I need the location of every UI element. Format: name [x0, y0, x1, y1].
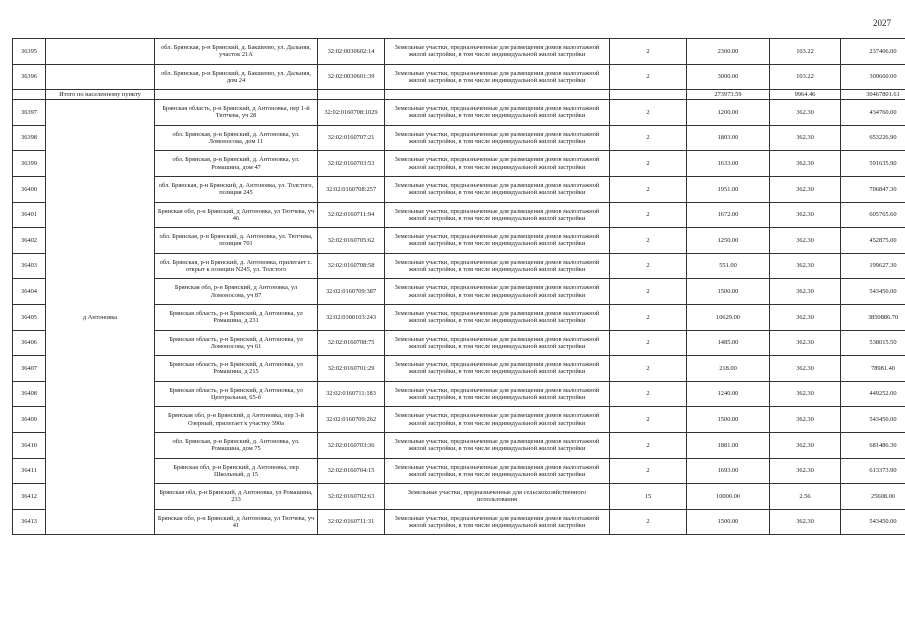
total-row: [13, 90, 905, 100]
row-rate: 362.30: [770, 125, 841, 151]
row-land-use: Земельные участки, предназначенные для размещения домов малоэтажной жилой застройки, в том числе индивидуальной жилой застройки: [385, 330, 610, 356]
table-row: [13, 39, 905, 65]
row-cadastral-number: 32:02:0300103:243: [318, 304, 385, 330]
row-cadastral-number: 32:02:0160708:75: [318, 330, 385, 356]
row-address: обл. Брянская, р-н Брянский, д. Антоновка, ул. Толстого, позиция 245: [155, 176, 318, 202]
rows-before-total: [13, 39, 905, 90]
row-area: 1500.00: [687, 279, 770, 305]
row-land-use: Земельные участки, предназначенные для размещения домов малоэтажной жилой застройки, в том числе индивидуальной жилой застройки: [385, 125, 610, 151]
settlement-name: д Антоновка: [46, 100, 155, 535]
row-land-use: Земельные участки, предназначенные для размещения домов малоэтажной жилой застройки, в том числе индивидуальной жилой застройки: [385, 509, 610, 535]
row-cadastral-number: 32:02:0160701:29: [318, 356, 385, 382]
row-address: Брянская обл, р-н Брянский, д Антоновка, ул Тютчева, уч 41: [155, 509, 318, 535]
row-cadastral-value: 543450.00: [841, 407, 905, 433]
row-cadastral-number: 32:02:0160709:387: [318, 279, 385, 305]
row-land-use: Земельные участки, предназначенные для размещения домов малоэтажной жилой застройки, в том числе индивидуальной жилой застройки: [385, 279, 610, 305]
row-cadastral-value: 605765.60: [841, 202, 905, 228]
row-address: обл. Брянская, р-н Брянский, д. Бакшеево, ул. Дальняя, дом 24: [155, 64, 318, 90]
row-number: 36408: [13, 381, 46, 407]
rows-after-total: [13, 100, 905, 535]
row-number: 36405: [13, 304, 46, 330]
total-address-cell: [155, 90, 318, 100]
row-address: Брянская обл, р-н Брянский, д Антоновка, пер Школьный, д 15: [155, 458, 318, 484]
total-area: 273973.59: [687, 90, 770, 100]
row-area: 551.00: [687, 253, 770, 279]
table-row: [13, 100, 905, 126]
row-address: обл. Брянская, р-н Брянский, д. Антоновка, ул. Ромашина, дом 75: [155, 432, 318, 458]
row-address: Брянская область, р-н Брянский, д Антоновка, ул Центральная, 65-б: [155, 381, 318, 407]
row-area: 1693.00: [687, 458, 770, 484]
row-area: 1250.00: [687, 228, 770, 254]
row-area: 218.00: [687, 356, 770, 382]
row-cadastral-number: 32:02:0160702:63: [318, 484, 385, 510]
row-number: 36401: [13, 202, 46, 228]
page-number: 2027: [873, 18, 891, 28]
row-cadastral-value: 78981.40: [841, 356, 905, 382]
row-address: Брянская обл, р-н Брянский, д Антоновка, ул Ромашина, 233: [155, 484, 318, 510]
row-rate: 362.30: [770, 458, 841, 484]
row-land-use: Земельные участки, предназначенные для размещения домов малоэтажной жилой застройки, в том числе индивидуальной жилой застройки: [385, 304, 610, 330]
settlement-cell: [46, 64, 155, 90]
row-land-use: Земельные участки, предназначенные для размещения домов малоэтажной жилой застройки, в том числе индивидуальной жилой застройки: [385, 356, 610, 382]
row-cadastral-number: 32:02:0160711:183: [318, 381, 385, 407]
total-num-cell: [13, 90, 46, 100]
row-number: 36398: [13, 125, 46, 151]
row-cadastral-value: 25608.00: [841, 484, 905, 510]
row-cadastral-number: 32:02:0160709:262: [318, 407, 385, 433]
row-number: 36409: [13, 407, 46, 433]
row-address: Брянская область, р-н Брянский, д Антоновка, ул Ромашина, д 215: [155, 356, 318, 382]
row-cadastral-value: 653226.90: [841, 125, 905, 151]
total-label: Итого по населенному пункту: [46, 90, 155, 100]
row-number: 36402: [13, 228, 46, 254]
row-rate: 362.30: [770, 330, 841, 356]
row-land-use: Земельные участки, предназначенные для размещения домов малоэтажной жилой застройки, в том числе индивидуальной жилой застройки: [385, 228, 610, 254]
row-category: 2: [610, 509, 687, 535]
row-cadastral-number: 32:02:0160711:31: [318, 509, 385, 535]
row-cadastral-value: 434760.00: [841, 100, 905, 126]
row-address: Брянская область, р-н Брянский, д Антоновка, ул Ромашина, д 231: [155, 304, 318, 330]
row-cadastral-value: 452875.00: [841, 228, 905, 254]
row-address: обл. Брянская, р-н Брянский, д. Антоновка, ул. Ромашина, дом 47: [155, 151, 318, 177]
row-address: обл. Брянская, р-н Брянский, д. Антоновка, ул. Тютчева, позиция 701: [155, 228, 318, 254]
row-rate: 362.30: [770, 100, 841, 126]
row-rate: 362.30: [770, 356, 841, 382]
total-section: [13, 90, 905, 100]
row-number: 36396: [13, 64, 46, 90]
row-rate: 362.30: [770, 279, 841, 305]
row-rate: 362.30: [770, 151, 841, 177]
row-address: Брянская область, р-н Брянский, д Антоновка, ул Ломоносова, уч 61: [155, 330, 318, 356]
row-cadastral-number: 32:02:0160705:62: [318, 228, 385, 254]
row-number: 36404: [13, 279, 46, 305]
row-number: 36407: [13, 356, 46, 382]
row-land-use: Земельные участки, предназначенные для размещения домов малоэтажной жилой застройки, в том числе индивидуальной жилой застройки: [385, 151, 610, 177]
row-number: 36410: [13, 432, 46, 458]
row-cadastral-number: 32:02:0160707:21: [318, 125, 385, 151]
row-rate: 362.30: [770, 253, 841, 279]
row-rate: 362.30: [770, 432, 841, 458]
row-area: 3000.00: [687, 64, 770, 90]
total-cadastral-cell: [318, 90, 385, 100]
table-row: [13, 64, 905, 90]
row-category: 2: [610, 356, 687, 382]
row-category: 2: [610, 432, 687, 458]
row-cadastral-number: 32:02:0160708:58: [318, 253, 385, 279]
total-rate: 9964.46: [770, 90, 841, 100]
row-cadastral-value: 543450.00: [841, 509, 905, 535]
row-cadastral-number: 32:02:0160708:257: [318, 176, 385, 202]
row-land-use: Земельные участки, предназначенные для размещения домов малоэтажной жилой застройки, в том числе индивидуальной жилой застройки: [385, 202, 610, 228]
row-cadastral-number: 32:02:0160704:15: [318, 458, 385, 484]
row-category: 2: [610, 304, 687, 330]
row-cadastral-number: 32:02:0160711:94: [318, 202, 385, 228]
row-cadastral-number: 32:02:0030602:14: [318, 39, 385, 65]
row-land-use: Земельные участки, предназначенные для размещения домов малоэтажной жилой застройки, в том числе индивидуальной жилой застройки: [385, 64, 610, 90]
row-cadastral-value: 591635.90: [841, 151, 905, 177]
row-area: 1803.00: [687, 125, 770, 151]
row-area: 1240.00: [687, 381, 770, 407]
row-cadastral-value: 237406.00: [841, 39, 905, 65]
row-category: 2: [610, 176, 687, 202]
row-number: 36411: [13, 458, 46, 484]
row-number: 36399: [13, 151, 46, 177]
row-land-use: Земельные участки, предназначенные для сельскохозяйственного использования: [385, 484, 610, 510]
row-cadastral-number: 32:02:0030601:39: [318, 64, 385, 90]
row-category: 2: [610, 330, 687, 356]
row-address: Брянская область, р-н Брянский, д Антоновка, пер 1-й Тютчева, уч 28: [155, 100, 318, 126]
row-number: 36397: [13, 100, 46, 126]
row-rate: 362.30: [770, 381, 841, 407]
row-area: 1633.00: [687, 151, 770, 177]
row-number: 36395: [13, 39, 46, 65]
row-rate: 103.22: [770, 39, 841, 65]
row-category: 2: [610, 228, 687, 254]
row-cadastral-value: 3850886.70: [841, 304, 905, 330]
row-cadastral-number: 32:02:0160703:53: [318, 151, 385, 177]
row-cadastral-value: 706847.30: [841, 176, 905, 202]
row-category: 2: [610, 407, 687, 433]
row-address: обл. Брянская, р-н Брянский, д. Антоновка, прилегает с. открыт к позиции N245, ул. Толстого: [155, 253, 318, 279]
row-rate: 362.30: [770, 509, 841, 535]
row-cadastral-number: 32:02:0160703:36: [318, 432, 385, 458]
row-rate: 362.30: [770, 304, 841, 330]
row-category: 2: [610, 279, 687, 305]
row-rate: 103.22: [770, 64, 841, 90]
row-number: 36403: [13, 253, 46, 279]
row-category: 2: [610, 381, 687, 407]
row-category: 2: [610, 458, 687, 484]
settlement-cell: [46, 39, 155, 65]
row-address: Брянская обл, р-н Брянский, д Антоновка, ул Тютчева, уч 46: [155, 202, 318, 228]
row-address: Брянская обл, р-н Брянский, д Антоновка, пер 3-й Озерный, прилегает к участку 390а: [155, 407, 318, 433]
row-rate: 362.30: [770, 202, 841, 228]
row-area: 1500.00: [687, 509, 770, 535]
row-number: 36400: [13, 176, 46, 202]
row-category: 2: [610, 151, 687, 177]
land-registry-table: [12, 38, 905, 535]
total-category-cell: [610, 90, 687, 100]
row-rate: 362.30: [770, 228, 841, 254]
row-rate: 2.56: [770, 484, 841, 510]
row-area: 2300.00: [687, 39, 770, 65]
row-area: 1485.00: [687, 330, 770, 356]
row-cadastral-value: 538015.50: [841, 330, 905, 356]
row-area: 1200.00: [687, 100, 770, 126]
row-cadastral-value: 681486.30: [841, 432, 905, 458]
row-cadastral-value: 199627.30: [841, 253, 905, 279]
row-address: обл. Брянская, р-н Брянский, д. Бакшеево, ул. Дальняя, участок 21А: [155, 39, 318, 65]
row-area: 1500.00: [687, 407, 770, 433]
row-cadastral-value: 613373.90: [841, 458, 905, 484]
row-land-use: Земельные участки, предназначенные для размещения домов малоэтажной жилой застройки, в том числе индивидуальной жилой застройки: [385, 432, 610, 458]
row-category: 2: [610, 202, 687, 228]
row-rate: 362.30: [770, 176, 841, 202]
row-category: 15: [610, 484, 687, 510]
row-area: 1881.00: [687, 432, 770, 458]
row-number: 36412: [13, 484, 46, 510]
row-area: 10629.00: [687, 304, 770, 330]
row-area: 10000.00: [687, 484, 770, 510]
row-land-use: Земельные участки, предназначенные для размещения домов малоэтажной жилой застройки, в том числе индивидуальной жилой застройки: [385, 381, 610, 407]
row-category: 2: [610, 39, 687, 65]
row-land-use: Земельные участки, предназначенные для размещения домов малоэтажной жилой застройки, в том числе индивидуальной жилой застройки: [385, 458, 610, 484]
row-category: 2: [610, 125, 687, 151]
row-area: 1672.00: [687, 202, 770, 228]
row-address: Брянская обл, р-н Брянский, д Антоновка, ул Ломоносова, уч 87: [155, 279, 318, 305]
row-land-use: Земельные участки, предназначенные для размещения домов малоэтажной жилой застройки, в том числе индивидуальной жилой застройки: [385, 176, 610, 202]
row-category: 2: [610, 100, 687, 126]
row-cadastral-value: 449252.00: [841, 381, 905, 407]
row-cadastral-value: 543450.00: [841, 279, 905, 305]
row-land-use: Земельные участки, предназначенные для размещения домов малоэтажной жилой застройки, в том числе индивидуальной жилой застройки: [385, 253, 610, 279]
row-land-use: Земельные участки, предназначенные для размещения домов малоэтажной жилой застройки, в том числе индивидуальной жилой застройки: [385, 407, 610, 433]
total-value: 30467801.61: [841, 90, 905, 100]
row-category: 2: [610, 64, 687, 90]
row-area: 1951.00: [687, 176, 770, 202]
row-cadastral-value: 309660.00: [841, 64, 905, 90]
row-number: 36413: [13, 509, 46, 535]
row-rate: 362.30: [770, 407, 841, 433]
row-cadastral-number: 32:02:0160708:1029: [318, 100, 385, 126]
row-land-use: Земельные участки, предназначенные для размещения домов малоэтажной жилой застройки, в том числе индивидуальной жилой застройки: [385, 39, 610, 65]
total-use-cell: [385, 90, 610, 100]
row-category: 2: [610, 253, 687, 279]
row-address: обл. Брянская, р-н Брянский, д. Антоновка, ул. Ломоносова, дом 11: [155, 125, 318, 151]
row-number: 36406: [13, 330, 46, 356]
row-land-use: Земельные участки, предназначенные для размещения домов малоэтажной жилой застройки, в том числе индивидуальной жилой застройки: [385, 100, 610, 126]
